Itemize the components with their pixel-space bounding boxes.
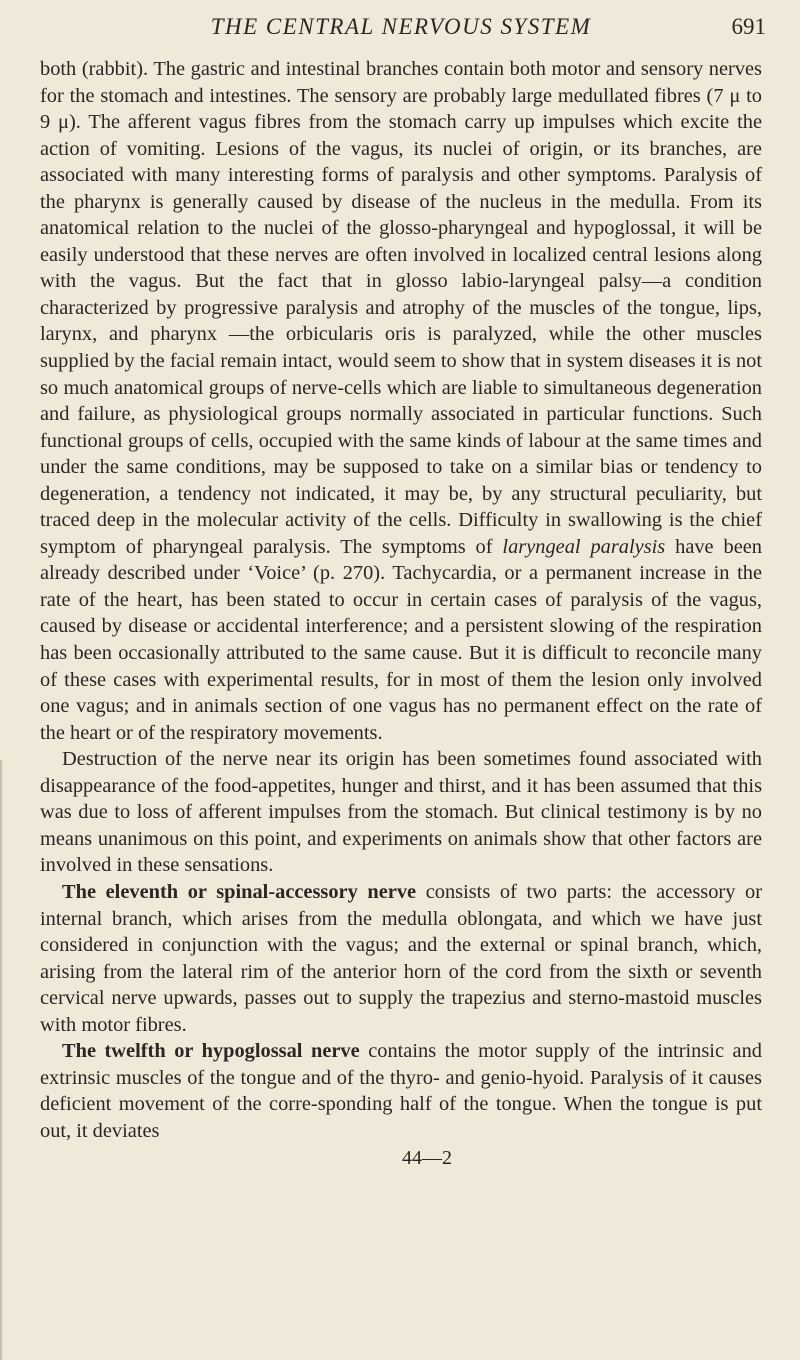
paragraph-text: have been already described under ‘Voice’ (p. 270). Tachycardia, or a permanent increase in the rate of the heart, has been stated to occur in certain cases of paralysis of the vagus, caused by disease or accidental interference; and a persistent slowing of the respiration has been occasionally attributed to the same cause. But it is difficult to reconcile many of these cases with experimental results, for in most of them the lesion only involved one vagus; and in animals section of one vagus has no permanent effect on the rate of the heart or of the respiratory movements. [40, 535, 762, 744]
paragraph-eleventh-nerve [40, 879, 762, 1038]
paragraph-twelfth-nerve [40, 1038, 762, 1144]
running-title: THE CENTRAL NERVOUS SYSTEM [210, 14, 592, 39]
paragraph-vagus-lesions [40, 56, 762, 746]
page-header [40, 14, 766, 48]
paragraph-food-appetites: Destruction of the nerve near its origin has been sometimes found associated with disappearance of the food-appetites, hunger and thirst, and it has been assumed that this was due to loss of afferent impulses from the stomach. But clinical testimony is by no means unanimous on this point, and experiments on animals show that other factors are involved in these sensations. [40, 748, 762, 877]
paragraph-text: both (rabbit). The gastric and intestinal branches contain both motor and sensory nerves for the stomach and intestines. The sensory are probably large medullated fibres (7 μ to 9 μ). The afferent vagus fibres from the stomach carry up impulses which excite the action of vomiting. Lesions of the vagus, its nuclei of origin, or its branches, are associated with many interesting forms of paralysis and other symptoms. Paralysis of the pharynx is generally caused by disease of the nucleus in the medulla. From its anatomical relation to the nuclei of the glosso-pharyngeal and hypoglossal, it will be easily understood that these nerves are often involved in localized central lesions along with the vagus. But the fact that in glosso labio-laryngeal palsy—a condition characterized by progressive paralysis and atrophy of the muscles of the tongue, lips, larynx, and pharynx —the orbicularis oris is paralyzed, while the other muscles supplied by the facial remain intact, would seem to show that in system diseases it is not so much anatomical groups of nerve-cells which are liable to simultaneous degeneration and failure, as physiological groups normally associated in particular functions. Such functional groups of cells, occupied with the same kinds of labour at the same times and under the same conditions, may be supposed to take on a similar bias or tendency to degeneration, a tendency not indicated, it may be, by any structural peculiarity, but traced deep in the molecular activity of the cells. Difficulty in swallowing is the chief symptom of pharyngeal paralysis. The symptoms of [40, 58, 762, 558]
heading-eleventh-nerve: The eleventh or spinal-accessory nerve [62, 880, 417, 903]
body-text [40, 56, 762, 1172]
page-number: 691 [731, 14, 766, 39]
paragraph-text: consists of two parts: the accessory or internal branch, which arises from the medulla oblongata, and which we have just considered in conjunction with the vagus; and the external or spinal branch, which, arising from the lateral rim of the anterior horn of the cord from the sixth or seventh cervical nerve upwards, passes out to supply the trapezius and sterno-mastoid muscles with motor fibres. [40, 880, 762, 1036]
heading-twelfth-nerve: The twelfth or hypoglossal nerve [62, 1040, 360, 1063]
paragraph-text: contains the motor supply of the intrinsic and extrinsic muscles of the tongue and of the thyro- and genio-hyoid. Paralysis of it causes deficient movement of the corre-sponding half of the tongue. When the tongue is put out, it deviates [40, 1040, 762, 1142]
italic-term: laryngeal paralysis [502, 535, 666, 558]
page-edge-shadow [0, 760, 3, 1360]
book-page [40, 14, 766, 1172]
signature-mark: 44—2 [402, 1147, 452, 1170]
